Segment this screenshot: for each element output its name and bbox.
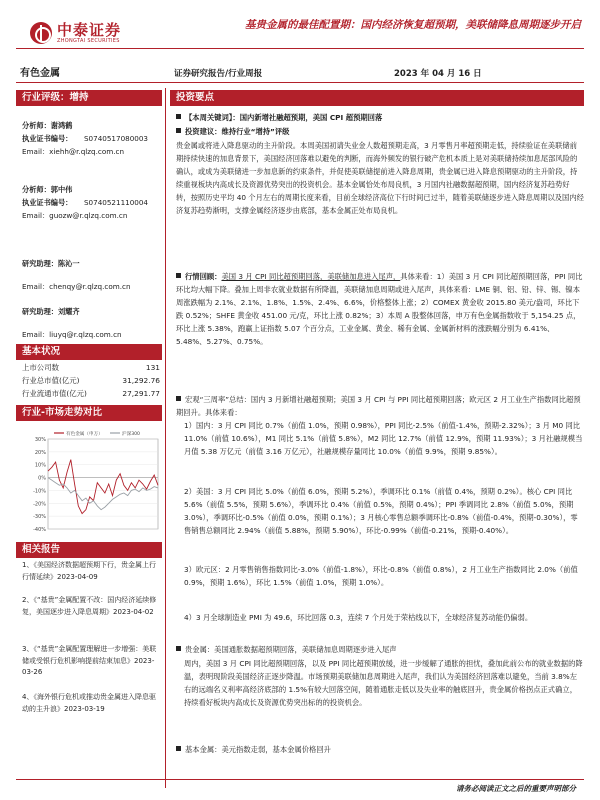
keywords (176, 111, 382, 124)
rating-bar: 行业评级：增持 (16, 90, 162, 106)
legend-label: 沪深300 (122, 432, 140, 437)
square-bullet-icon (176, 273, 181, 278)
analyst-1 (22, 119, 162, 158)
keywords-text: 【本周关键词】：国内新增社融超预期，美国 CPI 超预期回落 (185, 113, 383, 122)
precious-metals-head-text: 贵金属：美国通胀数据超预期回落，美联储加息周期逐步进入尾声 (185, 645, 397, 654)
square-bullet-icon (176, 646, 181, 651)
cert-number: S0740517080003 (84, 134, 149, 143)
analyst-name: 分析师：郭中伟 (22, 185, 73, 194)
trend-chart (22, 423, 162, 535)
y-tick-label: 30% (34, 437, 46, 443)
chart-title-bar: 行业-市场走势对比 (16, 405, 162, 421)
base-metals-head-text: 基本金属：美元指数走弱，基本金属价格回升 (185, 745, 331, 754)
related-item[interactable]: 1、《美国经济数据超预期下行，贵金属上行行情延续》2023-04-09 (22, 561, 156, 581)
subheader-divider (16, 82, 584, 83)
related-bar: 相关报告 (16, 542, 162, 558)
stat-value: 27,291.77 (122, 389, 160, 398)
stat-row (22, 375, 160, 387)
y-tick-label: -30% (33, 514, 46, 521)
y-tick-label: -10% (33, 488, 46, 495)
report-title: 基贵金属的最佳配置期：国内经济恢复超预期，美联储降息周期逐步开启 (245, 19, 581, 31)
email-link[interactable]: liuyq@r.qlzq.com.cn (49, 330, 122, 339)
email-link[interactable]: guozw@r.qlzq.com.cn (49, 211, 128, 220)
advice-head (176, 125, 289, 138)
column-divider (165, 88, 166, 788)
series-line-nonferrous (48, 460, 158, 514)
logo-text-cn: 中泰证券 (57, 20, 122, 39)
assistant-name: 研究助理：陈沁一 (22, 259, 80, 268)
stat-label: 行业流通市值(亿元) (22, 389, 87, 398)
report-date: 2023 年 04 月 16 日 (394, 69, 482, 79)
email-label: Email： (22, 211, 50, 220)
advice-body: 贵金属或将进入降息驱动的主升阶段。本周美国初请失业金人数超预期走高，3 月零售月率超预期走低，持续验证在美联储前期持续快速的加息背景下，美国经济回落难以避免的判断，而海外频发的银行破产危机本质上是对美联储持续加息尾部风险的确认，或成为美联储进一步加息新的约束条件，并促使美联储提前进入降息周期，贵金属已进入降息预期驱动的主升阶段，持续重视板块内高成长及资源优势突出的投资机会。基本金属恰处布局良机，3 月国内社融数据超预期，国内经济复苏趋势好转，按照历史平均 40 个月左右的周期长度来看，目前全球经济高位下行时间已过半，随着美联储逐步进入降息周期以及国内经济复苏趋势渐明，支撑金属经济逐步由底部，基本金属正处布局良机。 (176, 141, 584, 216)
macro-eu: 3）欧元区：2 月零售销售指数同比-3.0%（前值-1.8%），环比-0.8%（前值 0.8%），2 月工业生产指数同比 2.0%（前值 0.9%，预期 1.6%），环比 1.5%（前值 1.0%，预期 1.0%）。 (184, 565, 578, 588)
macro-china: 1）国内：3 月 CPI 同比 0.7%（前值 1.0%，预期 0.98%），PPI 同比-2.5%（前值-1.4%，预期-2.32%）；3 月 M0 同比 11.0%（前值 10.6%），M1 同比 5.1%（前值 5.8%），M2 同比 12.7%（前值 12.9%，预期 11.93%）；3 月社融规模当月值 5.38 万亿元（前值 3.16 万亿元），社融规模存量同比 10.0%（前值 9.9%，预期 9.85%）。 (184, 421, 583, 457)
macro-us: 2）美国：3 月 CPI 同比 5.0%（前值 6.0%，预期 5.2%），季调环比 0.1%（前值 0.4%，预期 0.2%）。核心 CPI 同比 5.6%（前值 5.5%，预期 5.6%），季调环比 0.4%（前值 0.5%，预期 0.4%）；PPI 季调同比 2.8%（前值 5.0%，预期 3.0%），季调环比-0.5%（前值 0.0%，预期 0.1%）；3 月核心零售总额季调环比-0.8%（前值-0.4%，预期-0.30%），零售销售总额同比 2.94%（前值 5.88%，预期 5.90%），环比-0.99%（前值-0.21%，预期-0.40%）。 (184, 487, 578, 536)
assistant-name: 研究助理：刘耀齐 (22, 307, 80, 316)
stat-label: 上市公司数 (22, 363, 59, 372)
advice-head-text: 投资建议：维持行业“增持”评级 (185, 127, 290, 136)
cert-label: 执业证书编号： (22, 198, 73, 207)
precious-metals-body: 周内，美国 3 月 CPI 同比超预期回落，以及 PPI 同比超预期放缓，进一步缓解了通胀的担忧，叠加此前公布的就业数据的降温，表明现阶段美国经济正逐步降温。市场预期美联储加息周期进入尾声，我们认为美国经济回落难以避免，当前 3.8%左右的远端名义利率高经济底部的 1.5%有较大回落空间，随着通胀走低以及失业率的触底回升，贵金属价格拐点正式确立，持续看好板块内高成长及资源优势突出标的的投资机会。 (184, 659, 583, 708)
y-tick-label: -20% (33, 501, 46, 508)
logo-text-en: ZHONGTAI SECURITIES (57, 37, 120, 44)
trend-chart-svg (22, 423, 162, 535)
y-tick-label: -40% (33, 527, 46, 533)
header-divider (16, 48, 584, 49)
square-bullet-icon (176, 114, 181, 119)
assistant-1 (22, 257, 162, 293)
footer-divider (16, 779, 584, 780)
market-review-body: 具体来看：1）美国 3 月 CPI 同比超预期回落，PPI 同比环比均大幅下降。叠加上周非农就业数据有所降温，美联储加息周期或进入尾声，具体来看：LME 铜、铝、铅、锌、锡、镍本周涨跌幅为 2.1%、2.1%、1.8%、1.5%、2.4%、6.6%，价格整体上涨；2）COMEX 黄金收 2015.80 美元/盎司，环比下跌 0.52%；SHFE 黄金收 451.00 元/克，环比上涨 0.82%；3）本周 A 股整体回落，申万有色金属指数收于 5,154.25 点，环比上涨 5.38%，跑赢上证指数 5.07 个百分点，工业金属、黄金、稀有金属、金属新材料的涨跌幅分别为 6.41%、5.48%、5.27%、0.75%。 (176, 272, 583, 347)
macro-summary (176, 393, 584, 419)
market-review-head: 行情回顾： (185, 272, 222, 281)
email-link[interactable]: chenqy@r.qlzq.com.cn (49, 282, 131, 291)
related-item[interactable]: 2、《“基贵”金属配置不改：国内经济延续修复，美国逐步进入降息周期》2023-04-02 (22, 596, 157, 616)
sector-name: 有色金属 (20, 68, 60, 79)
market-review-highlight: 美国 3 月 CPI 同比超预期回落，美联储加息进入尾声， (221, 272, 401, 281)
square-bullet-icon (176, 128, 181, 133)
stat-row (22, 388, 160, 400)
cert-number: S0740521110004 (84, 198, 149, 207)
square-bullet-icon (176, 396, 181, 401)
related-item[interactable]: 3、《“基贵”金属配置理解进一步增强：美联储或受银行危机影响提前结束加息》2023-03-26 (22, 645, 157, 676)
macro-summary-text: 宏观“三周率”总结：国内 3 月新增社融超预期；美国 3 月 CPI 与 PPI 同比超预期回落；欧元区 2 月工业生产指数同比超预期回升。具体来看： (176, 395, 581, 418)
cert-label: 执业证书编号： (22, 134, 73, 143)
report-type: 证券研究报告/行业周报 (174, 69, 263, 79)
stat-value: 131 (145, 363, 160, 372)
email-label: Email： (22, 330, 50, 339)
company-logo (30, 22, 121, 44)
stat-value: 31,292.76 (122, 376, 160, 385)
base-metals-head (176, 743, 584, 756)
disclaimer: 请务必阅读正文之后的重要声明部分 (456, 784, 576, 793)
email-label: Email： (22, 282, 50, 291)
macro-pmi: 4）3 月全球制造业 PMI 为 49.6，环比回落 0.3，连续 7 个月处于荣枯线以下，全球经济复苏动能仍偏弱。 (184, 613, 533, 622)
precious-metals-head (176, 643, 584, 656)
summary-bar: 投资要点 (170, 90, 584, 106)
stat-row (22, 362, 160, 374)
related-item[interactable]: 4、《海外银行危机或推动贵金属进入降息驱动的主升浪》2023-03-19 (22, 693, 156, 713)
y-tick-label: 10% (34, 462, 46, 469)
y-tick-label: 20% (34, 449, 46, 456)
analyst-2 (22, 183, 162, 222)
market-review (176, 270, 584, 349)
basics-bar: 基本状况 (16, 344, 162, 360)
square-bullet-icon (176, 746, 181, 751)
email-label: Email： (22, 147, 50, 156)
y-tick-label: 0% (38, 475, 46, 482)
legend-label: 有色金属（申万） (66, 432, 103, 437)
email-link[interactable]: xiehh@r.qlzq.com.cn (49, 147, 125, 156)
zhongtai-logo-icon (30, 22, 52, 44)
stat-label: 行业总市值(亿元) (22, 376, 80, 385)
analyst-name: 分析师：谢鸿鹤 (22, 121, 73, 130)
assistant-2 (22, 305, 162, 341)
